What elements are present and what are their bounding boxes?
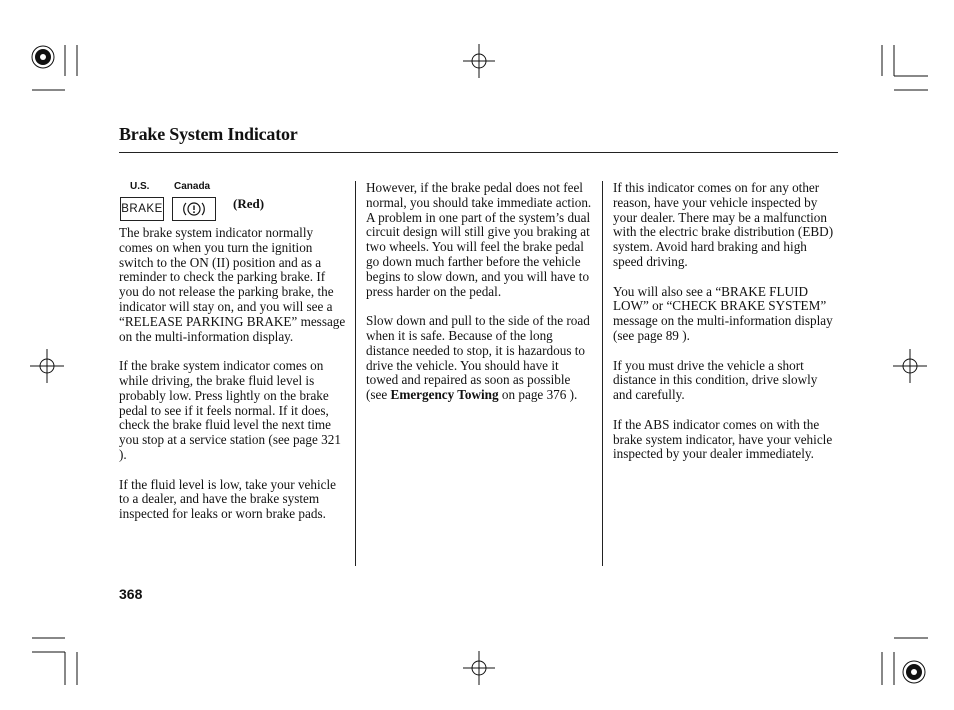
emergency-towing-ref: Emergency Towing — [390, 387, 499, 403]
brake-indicator-us — [120, 197, 164, 221]
col3-paragraph-2: You will also see a “BRAKE FLUID LOW” or “CHECK BRAKE SYSTEM” message on the multi-information display (see page 89 ). — [613, 283, 833, 343]
col2-paragraph-2 — [366, 314, 594, 403]
col1-paragraph-1: The brake system indicator normally comes on when you turn the ignition switch to the ON (II) position and as a reminder to check the parking brake. If you do not release the parking brake, the indicator will stay on, and you will see a “RELEASE PARKING BRAKE” message on the multi-information display. — [119, 225, 346, 344]
page-title: Brake System Indicator — [119, 124, 298, 144]
column-3 — [613, 181, 839, 477]
col3-paragraph-4: If the ABS indicator comes on with the brake system indicator, have your vehicle inspected by your dealer immediately. — [613, 416, 833, 462]
indicator-color-label: (Red) — [233, 196, 265, 211]
col2-paragraph-1: However, if the brake pedal does not feel normal, you should take immediate action. A problem in one part of the system’s dual circuit design will still give you braking at two wheels. You will feel the brake pedal go down much farther before the vehicle begins to slow down, and you will have to press harder on the pedal. — [366, 180, 592, 299]
column-1 — [119, 226, 347, 537]
col1-paragraph-3: If the fluid level is low, take your vehicle to a dealer, and have the brake system inspected for leaks or worn brake pads. — [119, 476, 337, 522]
brake-indicator-canada — [172, 197, 216, 221]
page-number: 368 — [119, 586, 143, 602]
col2-p2-end: on page 376 ). — [498, 387, 578, 403]
column-divider-1 — [355, 181, 356, 566]
brake-warning-icon — [181, 200, 207, 218]
col2-p2-text: Slow down and pull to the side of the road when it is safe. Because of the long distance needed to stop, it is hazardous to drive the vehicle. You should have it towed and repaired as soon as possible (see — [366, 313, 590, 403]
col3-paragraph-3: If you must drive the vehicle a short distance in this condition, drive slowly and carefully. — [613, 357, 818, 403]
col3-paragraph-1: If this indicator comes on for any other reason, have your vehicle inspected by your dealer. There may be a malfunction with the electric brake distribution (EBD) system. Avoid hard braking and high speed driving. — [613, 180, 834, 269]
title-rule — [119, 152, 838, 153]
canada-label: Canada — [174, 181, 211, 192]
brake-symbol-text: BRAKE — [121, 203, 163, 215]
column-divider-2 — [602, 181, 603, 566]
col1-paragraph-2: If the brake system indicator comes on while driving, the brake fluid level is probably low. Press lightly on the brake pedal to see if it feels normal. If it does, check the brake fluid level the next time you stop at a service station (see page 321 ). — [119, 358, 341, 462]
column-2 — [366, 181, 594, 418]
us-label: U.S. — [130, 181, 150, 192]
